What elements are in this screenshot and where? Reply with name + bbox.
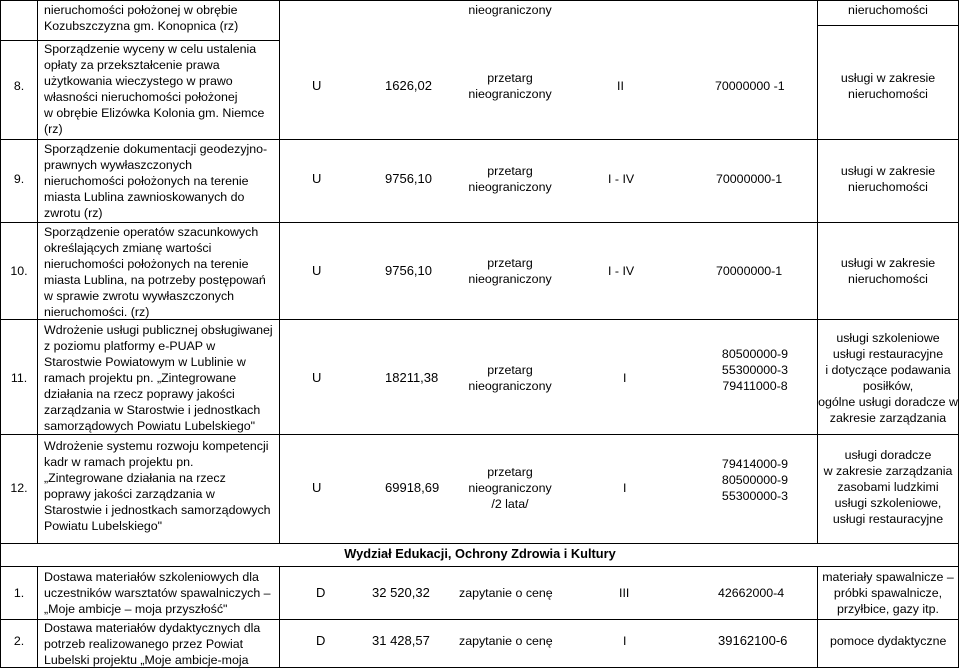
grid-line [37,0,38,543]
row-8-mode-top: nieograniczony [468,3,552,17]
row-mode: przetarg nieograniczony [468,363,552,393]
row-description: Wdrożenie systemu rozwoju kompetencji kadr w ramach projektu pn. „Zintegrowane działania na rzecz poprawy jakości zarządzania w Starostwie i jednostkach samorządowych Powiatu Lubelskiego" [44,439,271,533]
grid-line [0,543,959,544]
grid-line [958,0,959,668]
row-subject: pomoce dydaktyczne [830,634,947,648]
row-description: Sporządzenie operatów szacunkowych określających zmianę wartości nieruchomości położonych na terenie miasta Lublina, na potrzeby postępowań w sprawie zwrotu wywłaszczonych nieruchomości. (rz) [44,225,266,319]
row-description: Dostawa materiałów szkoleniowych dla uczestników warsztatów spawalniczych – „Moje ambicje – moja przyszłość" [44,570,271,616]
row-cpv: 42662000-4 [718,586,785,600]
grid-line [0,566,959,567]
row-category: D [316,633,326,648]
row-quarter: I [623,371,627,385]
row-amount: 9756,10 [385,263,432,278]
row-mode: przetarg nieograniczony [468,71,552,101]
row-quarter: III [619,586,630,600]
row-number: 1. [13,586,25,600]
row-quarter: II [617,79,624,93]
row-subject: usługi w zakresie nieruchomości [840,71,936,101]
row-8-description-top: nieruchomości położonej w obrębie Kozubszczyzna gm. Konopnica (rz) [44,3,239,33]
row-description: Dostawa materiałów dydaktycznych dla potrzeb realizowanego przez Powiat Lubelski projektu „Moje ambicje-moja [44,621,261,667]
row-mode: przetarg nieograniczony /2 lata/ [468,465,552,511]
row-amount: 32 520,32 [372,585,430,600]
grid-line [279,0,280,543]
row-cpv: 70000000-1 [716,172,783,186]
grid-line [0,434,959,435]
row-8-subject-top: nieruchomości [848,3,928,17]
row-subject: usługi w zakresie nieruchomości [840,164,936,194]
row-cpv: 70000000 -1 [715,79,785,93]
row-number: 12. [10,481,28,495]
row-cpv: 79414000-9 80500000-9 55300000-3 [721,457,789,503]
section-title: Wydział Edukacji, Ochrony Zdrowia i Kultury [344,546,616,561]
row-category: D [316,585,326,600]
row-quarter: I - IV [608,172,635,186]
row-subject: materiały spawalnicze – próbki spawalnicze, przyłbice, gazy itp. [822,570,954,616]
row-subject: usługi doradcze w zakresie zarządzania zasobami ludzkimi usługi szkoleniowe, usługi restauracyjne [823,448,953,526]
grid-line [279,566,280,668]
row-number: 2. [13,634,25,648]
row-quarter: I [623,634,627,648]
grid-line [0,0,959,1]
row-category: U [312,171,322,186]
grid-line [817,25,959,26]
row-cpv: 39162100-6 [718,633,788,648]
row-description: Sporządzenie dokumentacji geodezyjno- prawnych wywłaszczonych nieruchomości położonych na terenie miasta Lublina zawnioskowanych do zwrotu (rz) [44,142,268,220]
row-subject: usługi w zakresie nieruchomości [840,256,936,286]
row-category: U [312,480,322,495]
row-amount: 18211,38 [385,370,439,385]
row-quarter: I [623,481,627,495]
grid-line [0,0,1,668]
row-mode: przetarg nieograniczony [468,256,552,286]
row-cpv: 70000000-1 [716,264,783,278]
row-number: 9. [13,172,25,186]
row-amount: 9756,10 [385,171,432,186]
row-amount: 31 428,57 [372,633,430,648]
row-mode: przetarg nieograniczony [468,164,552,194]
row-description: Sporządzenie wyceny w celu ustalenia opłaty za przekształcenie prawa użytkowania wieczystego w prawo własności nieruchomości położonej w obrębie Elizówka Kolonia gm. Niemce (rz) [44,42,265,136]
row-description: Wdrożenie usługi publicznej obsługiwanej z poziomu platformy e-PUAP w Starostwie Powiatowym w Lublinie w ramach projektu pn. „Zintegrowane działania na rzecz poprawy jakości zarządzania w Starostwie i jednostkach samorządowych Powiatu Lubelskiego" [44,323,273,433]
row-number: 11. [10,371,28,385]
grid-line [0,139,959,140]
grid-line [37,566,38,668]
row-category: U [312,78,322,93]
grid-line [0,222,959,223]
row-mode: zapytanie o cenę [459,586,553,600]
row-quarter: I - IV [608,264,635,278]
row-amount: 1626,02 [385,78,432,93]
row-cpv: 80500000-9 55300000-3 79411000-8 [721,347,789,393]
row-number: 8. [13,79,25,93]
row-amount: 69918,69 [385,480,440,495]
row-number: 10. [10,264,28,278]
row-category: U [312,370,322,385]
row-mode: zapytanie o cenę [459,634,553,648]
row-subject: usługi szkoleniowe usługi restauracyjne i dotyczące podawania posiłków, ogólne usługi doradcze w zakresie zarządzania [818,331,958,425]
row-category: U [312,263,322,278]
